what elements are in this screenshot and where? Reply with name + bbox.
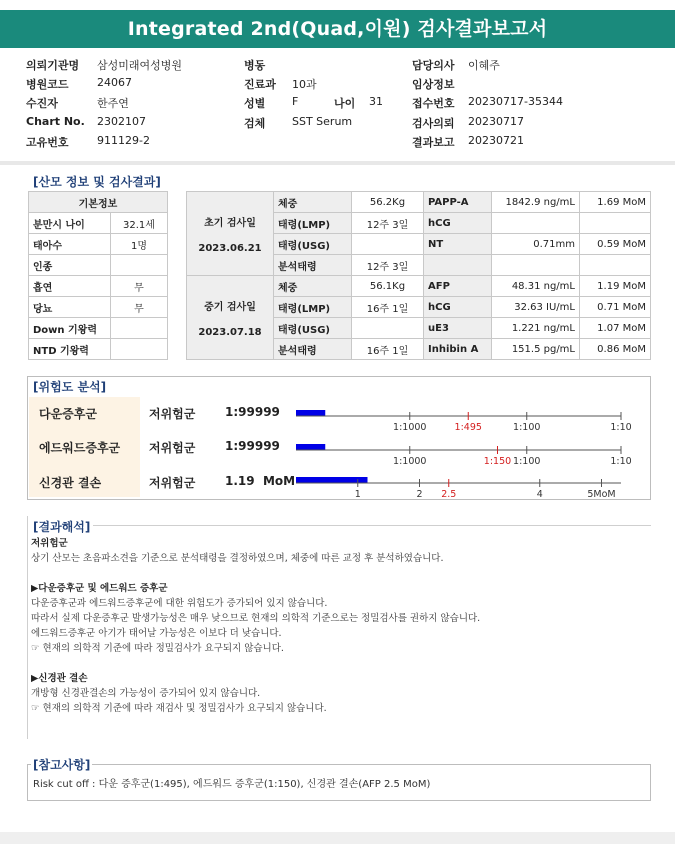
- interp-down-line: ☞ 현재의 의학적 기준에 따라 정밀검사가 요구되지 않습니다.: [31, 643, 284, 654]
- scale-label: 1:100: [513, 456, 541, 467]
- marker-name: PAPP-A: [424, 192, 492, 213]
- interp-down-line: 다운증후군과 에드워드증후군에 대한 위험도가 증가되어 있지 않습니다.: [31, 598, 328, 609]
- label-hospital-code: 병원코드: [26, 78, 69, 91]
- scale-label: 1:10: [610, 456, 632, 467]
- value-doctor: 이혜주: [468, 59, 500, 72]
- marker-name: AFP: [424, 276, 492, 297]
- marker-mom: 0.59 MoM: [580, 234, 651, 255]
- interp-down-line: 따라서 실제 다운증후군 발생가능성은 매우 낮으므로 현재의 의학적 기준으로는 정밀검사를 권하지 않습니다.: [31, 613, 481, 624]
- result-item-value: 56.1Kg: [352, 276, 424, 297]
- marker-name: hCG: [424, 297, 492, 318]
- interp-ntd-line: 개방형 신경관결손의 가능성이 증가되어 있지 않습니다.: [31, 688, 261, 699]
- result-item: 태령(LMP): [274, 213, 352, 234]
- basic-label: 분만시 나이: [29, 213, 111, 234]
- cutoff-label: 1:495: [454, 422, 482, 433]
- risk-scale-edwards: [296, 444, 632, 467]
- marker-result: 1842.9 ng/mL: [492, 192, 580, 213]
- label-receipt-no: 접수번호: [412, 97, 455, 110]
- marker-result: 48.31 ng/mL: [492, 276, 580, 297]
- result-item: 태령(USG): [274, 234, 352, 255]
- report-title: Integrated 2nd(Quad,이원) 검사결과보고서: [0, 10, 675, 48]
- basic-label: 흡연: [29, 276, 111, 297]
- value-patient-name: 한주연: [97, 97, 129, 110]
- label-sex: 성별: [244, 97, 266, 110]
- risk-level-down: 저위험군: [149, 407, 196, 421]
- scale-label: 1:1000: [393, 422, 427, 433]
- scale-label: 2: [416, 489, 423, 500]
- value-specimen: SST Serum: [292, 115, 353, 128]
- label-institution: 의뢰기관명: [26, 59, 80, 72]
- bottom-band: [0, 832, 675, 844]
- notes-text: Risk cut off : 다운 증후군(1:495), 에드워드 증후군(1:150), 신경관 결손(AFP 2.5 MoM): [33, 779, 431, 790]
- interpretation-body: [31, 536, 651, 716]
- interp-intro: 상기 산모는 초음파소견을 기준으로 분석태령을 결정하였으며, 체중에 따른 교정 후 분석하였습니다.: [31, 553, 444, 564]
- interp-heading: 저위험군: [31, 538, 68, 549]
- risk-value-down: 1:99999: [225, 405, 280, 419]
- value-institution: 삼성미래여성병원: [97, 59, 183, 72]
- risk-bar: [296, 410, 325, 416]
- scale-label: 1:10: [610, 422, 632, 433]
- mid-test-label: 중기 검사일: [204, 301, 256, 313]
- basic-info-header: 기본정보: [29, 192, 168, 213]
- risk-scale-down: [296, 410, 632, 433]
- marker-mom: 1.19 MoM: [580, 276, 651, 297]
- basic-label: 당뇨: [29, 297, 111, 318]
- result-item: 태령(USG): [274, 318, 352, 339]
- risk-level-edwards: 저위험군: [149, 441, 196, 455]
- result-item: 분석태령: [274, 339, 352, 360]
- risk-name-edwards: 에드워드증후군: [39, 441, 121, 455]
- scale-label: 1: [354, 489, 361, 500]
- label-unique-no: 고유번호: [26, 136, 69, 149]
- risk-level-ntd: 저위험군: [149, 476, 196, 490]
- value-receipt-no: 20230717-35344: [468, 95, 563, 108]
- value-request-date: 20230717: [468, 115, 524, 128]
- interp-left-rule: [27, 516, 28, 739]
- result-item: 체중: [274, 276, 352, 297]
- risk-scale-ntd: [296, 477, 621, 500]
- section-maternal-title: [산모 정보 및 검사결과]: [33, 175, 161, 189]
- label-chart-no: Chart No.: [26, 115, 85, 128]
- interp-ntd-line: ☞ 현재의 의학적 기준에 따라 재검사 및 정밀검사가 요구되지 않습니다.: [31, 703, 327, 714]
- scale-label: 1:1000: [393, 456, 427, 467]
- result-item: 분석태령: [274, 255, 352, 276]
- value-chart-no: 2302107: [97, 115, 146, 128]
- section-interp-title: [결과해석]: [33, 520, 91, 534]
- interp-down-line: 에드워드증후군 아기가 태어날 가능성은 이보다 더 낮습니다.: [31, 628, 282, 639]
- result-item: 태령(LMP): [274, 297, 352, 318]
- marker-mom: 1.69 MoM: [580, 192, 651, 213]
- section-risk-title: [위험도 분석]: [33, 380, 107, 394]
- early-test-date: 2023.06.21: [198, 242, 262, 254]
- interp-down-heading: ▶다운증후군 및 에드워드 증후군: [31, 583, 168, 594]
- mid-test-date: 2023.07.18: [198, 326, 262, 338]
- risk-value-ntd-number: 1.19: [225, 474, 255, 488]
- value-age: 31: [369, 95, 383, 108]
- section-notes-title: [참고사항]: [33, 758, 91, 772]
- basic-value: 32.1세: [111, 213, 168, 234]
- basic-value: 1명: [111, 234, 168, 255]
- marker-result: 32.63 IU/mL: [492, 297, 580, 318]
- risk-bar: [296, 477, 368, 483]
- risk-value-edwards: 1:99999: [225, 439, 280, 453]
- label-age: 나이: [334, 97, 356, 110]
- marker-name: uE3: [424, 318, 492, 339]
- result-item: 체중: [274, 192, 352, 213]
- basic-label: NTD 기왕력: [29, 339, 111, 360]
- risk-bar: [296, 444, 325, 450]
- label-ward: 병동: [244, 59, 266, 72]
- risk-name-ntd: 신경관 결손: [39, 476, 102, 490]
- scale-label: 5MoM: [587, 489, 616, 500]
- value-sex: F: [292, 95, 299, 108]
- marker-name: hCG: [424, 213, 492, 234]
- marker-result: 151.5 pg/mL: [492, 339, 580, 360]
- risk-value-ntd-unit: MoM: [262, 474, 296, 488]
- marker-mom: 0.86 MoM: [580, 339, 651, 360]
- label-patient-name: 수진자: [26, 97, 58, 110]
- interp-ntd-heading: ▶신경관 결손: [31, 673, 88, 684]
- result-item-value: 12주 3일: [352, 213, 424, 234]
- marker-name: Inhibin A: [424, 339, 492, 360]
- result-item-value: 16주 1일: [352, 339, 424, 360]
- result-item-value: 12주 3일: [352, 255, 424, 276]
- interp-rule: [93, 525, 651, 526]
- basic-label: 인종: [29, 255, 111, 276]
- risk-name-down: 다운증후군: [39, 407, 97, 421]
- cutoff-label: 2.5: [441, 489, 457, 500]
- label-request-date: 검사의뢰: [412, 117, 455, 130]
- scale-label: 1:100: [513, 422, 541, 433]
- label-doctor: 담당의사: [412, 59, 455, 72]
- basic-label: 태아수: [29, 234, 111, 255]
- label-dept: 진료과: [244, 78, 276, 91]
- marker-mom: 1.07 MoM: [580, 318, 651, 339]
- label-clinical-info: 임상정보: [412, 78, 455, 91]
- value-hospital-code: 24067: [97, 76, 132, 89]
- marker-result: 1.221 ng/mL: [492, 318, 580, 339]
- scale-label: 4: [536, 489, 543, 500]
- marker-mom: 0.71 MoM: [580, 297, 651, 318]
- result-item-value: 16주 1일: [352, 297, 424, 318]
- basic-value: 무: [111, 297, 168, 318]
- cutoff-label: 1:150: [483, 456, 512, 467]
- value-unique-no: 911129-2: [97, 134, 150, 147]
- marker-name: NT: [424, 234, 492, 255]
- early-test-label: 초기 검사일: [204, 217, 256, 229]
- value-report-date: 20230721: [468, 134, 524, 147]
- value-dept: 10과: [292, 78, 317, 91]
- basic-value: 무: [111, 276, 168, 297]
- marker-result: 0.71mm: [492, 234, 580, 255]
- result-item-value: 56.2Kg: [352, 192, 424, 213]
- label-report-date: 결과보고: [412, 136, 455, 149]
- basic-label: Down 기왕력: [29, 318, 111, 339]
- label-specimen: 검체: [244, 117, 266, 130]
